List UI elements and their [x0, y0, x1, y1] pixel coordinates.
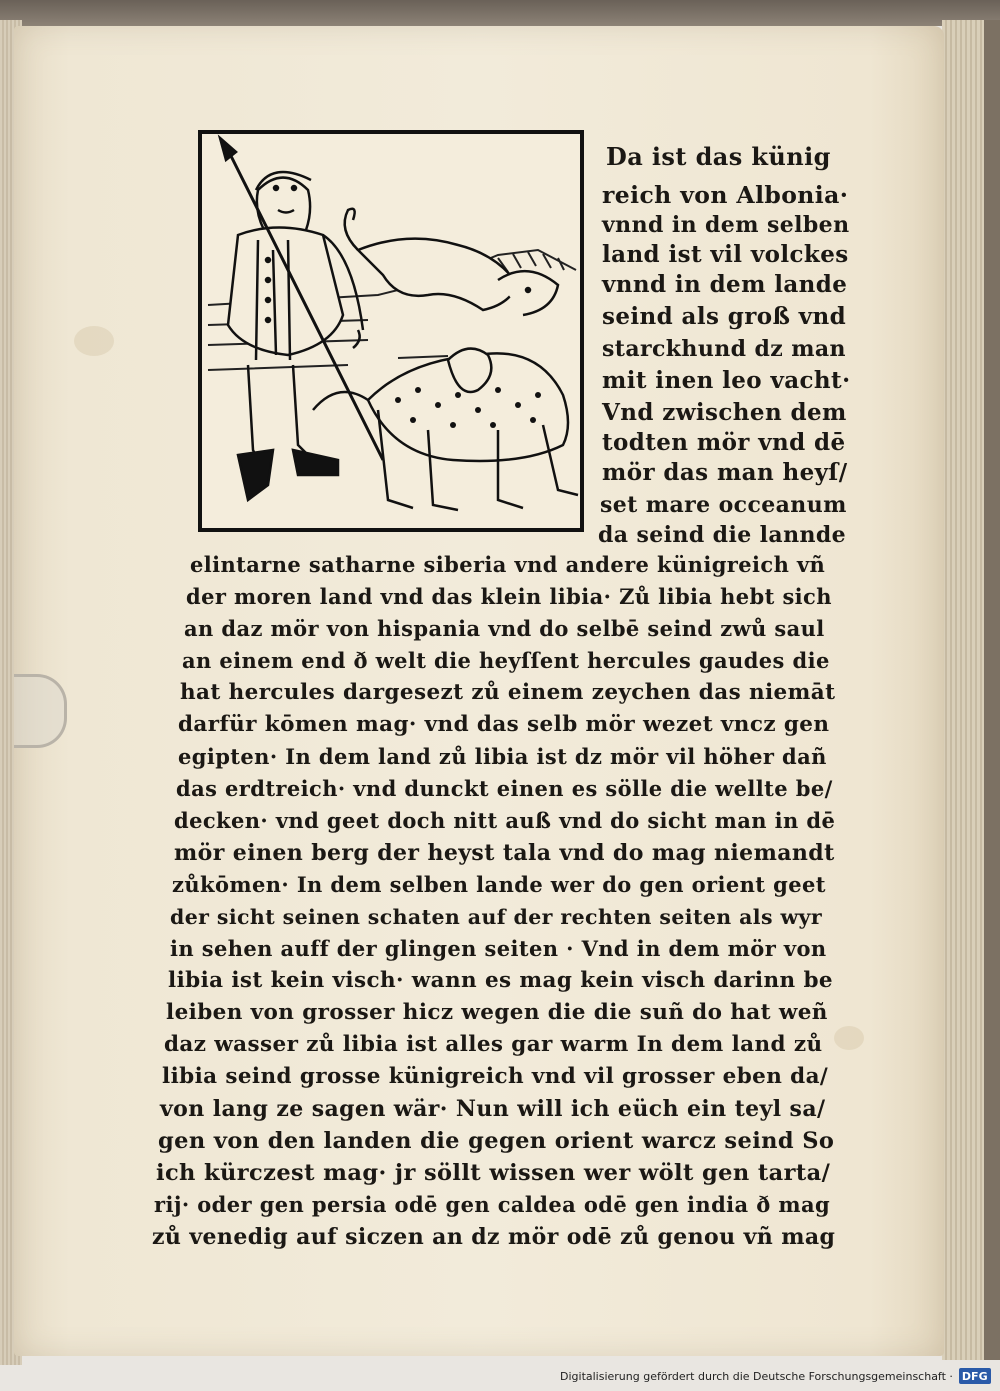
woodcut-illustration: [198, 130, 584, 532]
body-line-15: leiben von grosser hicz wegen die die suñ do hat weñ: [166, 1000, 828, 1025]
digitization-credit: [560, 1366, 991, 1386]
body-line-17: libia seind grosse künigreich vnd vil grosser eben da/: [162, 1064, 829, 1089]
column-line-9: Vnd zwischen dem: [602, 399, 847, 426]
page-clip: [14, 674, 67, 748]
column-line-1: Da ist das künig: [606, 142, 831, 171]
column-line-13: da seind die lannde: [598, 522, 847, 548]
body-line-22: zů venedig auf siczen an dz mör odē zů genou vñ mag: [152, 1224, 836, 1250]
body-line-2: der moren land vnd das klein libia· Zů libia hebt sich: [186, 584, 832, 609]
column-line-12: set mare occeanum: [600, 492, 847, 518]
column-line-3: vnnd in dem selben: [602, 212, 850, 238]
column-line-5: vnnd in dem lande: [602, 271, 848, 298]
body-line-16: daz wasser zů libia ist alles gar warm In dem land zů: [164, 1032, 823, 1057]
body-line-18: von lang ze sagen wär· Nun will ich eüch ein teyl sa/: [160, 1096, 826, 1122]
body-line-20: ich kürczest mag· jr söllt wissen wer wölt gen tarta/: [156, 1160, 831, 1186]
body-line-9: decken· vnd geet doch nitt auß vnd do sicht man in dē: [174, 808, 836, 833]
foxing-stain: [834, 1026, 864, 1050]
body-line-13: in sehen auff der glingen seiten · Vnd in dem mör von: [170, 936, 827, 961]
body-line-21: rij· oder gen persia odē gen caldea odē gen india ð mag: [154, 1192, 831, 1217]
book-cover-edge: [984, 20, 1000, 1360]
column-line-6: seind als groß vnd: [602, 303, 847, 330]
body-line-5: hat hercules dargesezt zů einem zeychen das niemāt: [180, 680, 836, 705]
column-line-11: mör das man heyſ/: [602, 459, 848, 486]
column-line-2: reich von Albonia·: [602, 181, 849, 209]
foxing-stain: [74, 326, 114, 356]
column-line-10: todten mör vnd dē: [602, 429, 846, 456]
book-cover-top: [0, 0, 1000, 26]
body-line-12: der sicht seinen schaten auf der rechten seiten als wyr: [170, 905, 823, 929]
body-line-3: an daz mör von hispania vnd do selbē seind zwů saul: [184, 616, 825, 641]
column-line-7: starckhund dz man: [602, 336, 846, 362]
dfg-logo: DFG: [959, 1368, 991, 1384]
body-line-19: gen von den landen die gegen orient warcz seind So: [158, 1128, 835, 1154]
body-line-8: das erdtreich· vnd dunckt einen es sölle die wellte be/: [176, 776, 833, 801]
body-line-7: egipten· In dem land zů libia ist dz mör vil höher dañ: [178, 744, 827, 769]
column-line-8: mit inen leo vacht·: [602, 367, 851, 394]
body-line-4: an einem end ð welt die heyſſent hercules gaudes die: [182, 648, 830, 673]
body-line-6: darfür kōmen mag· vnd das selb mör wezet vncz gen: [178, 712, 830, 737]
body-line-10: mör einen berg der heyst tala vnd do mag niemandt: [174, 840, 835, 866]
body-line-14: libia ist kein visch· wann es mag kein visch darinn be: [168, 968, 833, 993]
column-line-4: land ist vil volckes: [602, 241, 849, 268]
credit-text: Digitalisierung gefördert durch die Deutsche Forschungsgemeinschaft ·: [560, 1369, 953, 1383]
body-line-1: elintarne satharne siberia vnd andere künigreich vñ: [190, 552, 826, 577]
body-line-11: zůkōmen· In dem selben lande wer do gen orient geet: [172, 872, 826, 897]
